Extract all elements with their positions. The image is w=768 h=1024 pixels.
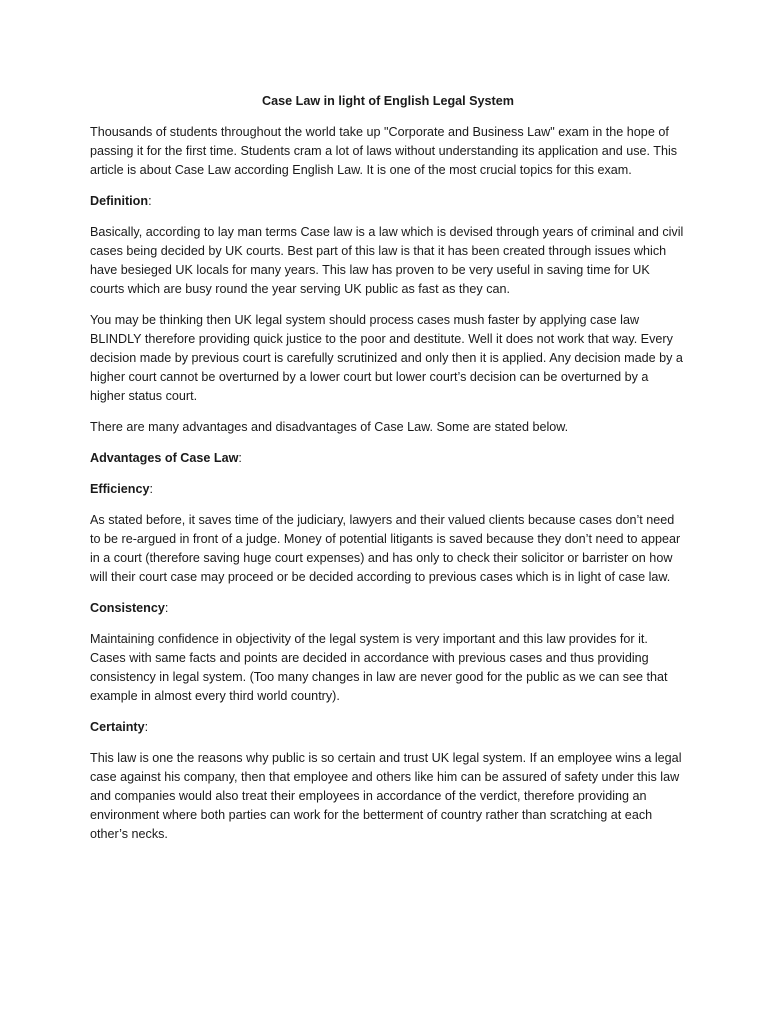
advantages-intro-paragraph: There are many advantages and disadvantages of Case Law. Some are stated below. (90, 420, 569, 434)
definition-paragraph-2: You may be thinking then UK legal system should process cases mush faster by applying case law BLINDLY therefore providing quick justice to the poor and destitute. Well it does not work that way. Every decision made by previous court is carefully scrutinized and only then it is applied. Any decision made by a higher court cannot be overturned by a lower court but lower court’s decision can be overturned by a higher status court. (90, 313, 683, 403)
consistency-paragraph: Maintaining confidence in objectivity of the legal system is very important and this law provides for it. Cases with same facts and points are decided in accordance with previous cases and thus providing consistency in legal system. (Too many changes in law are never good for the public as we can see that example in almost every third world country). (90, 632, 668, 703)
definition-heading (90, 192, 686, 211)
advantages-heading (90, 449, 686, 468)
certainty-paragraph: This law is one the reasons why public is so certain and trust UK legal system. If an employee wins a legal case against his company, then that employee and others like him can be assured of safety under this law and companies would also treat their employees in accordance of the verdict, therefore providing an environment where both parties can work for the betterment of country rather than scratching at each other’s necks. (90, 751, 682, 841)
document-page (90, 92, 686, 856)
efficiency-paragraph: As stated before, it saves time of the judiciary, lawyers and their valued clients because cases don’t need to be re-argued in front of a judge. Money of potential litigants is saved because they don’t need to appear in a court (therefore saving huge court expenses) and has only to check their solicitor or barrister on how will their court case may proceed or be decided according to previous cases which is in light of case law. (90, 513, 681, 584)
consistency-heading-label: Consistency (90, 601, 165, 615)
efficiency-heading (90, 480, 686, 499)
intro-paragraph: Thousands of students throughout the world take up "Corporate and Business Law" exam in the hope of passing it for the first time. Students cram a lot of laws without understanding its application and use. This article is about Case Law according English Law. It is one of the most crucial topics for this exam. (90, 125, 678, 177)
document-title: Case Law in light of English Legal System (262, 94, 514, 108)
efficiency-heading-label: Efficiency (90, 482, 150, 496)
advantages-heading-colon: : (238, 451, 242, 465)
certainty-heading-colon: : (144, 720, 149, 734)
consistency-heading-colon: : (164, 601, 169, 615)
certainty-heading (90, 718, 686, 737)
consistency-heading (90, 599, 686, 618)
certainty-heading-label: Certainty (90, 720, 145, 734)
definition-paragraph-1: Basically, according to lay man terms Case law is a law which is devised through years of criminal and civil cases being decided by UK courts. Best part of this law is that it has been created through issues which have besieged UK locals for many years. This law has proven to be very useful in saving time for UK courts which are busy round the year serving UK public as fast as they can. (90, 225, 684, 296)
definition-heading-label: Definition (90, 194, 149, 208)
efficiency-heading-colon: : (149, 482, 153, 496)
definition-heading-colon: : (148, 194, 152, 208)
advantages-heading-label: Advantages of Case Law (90, 451, 239, 465)
